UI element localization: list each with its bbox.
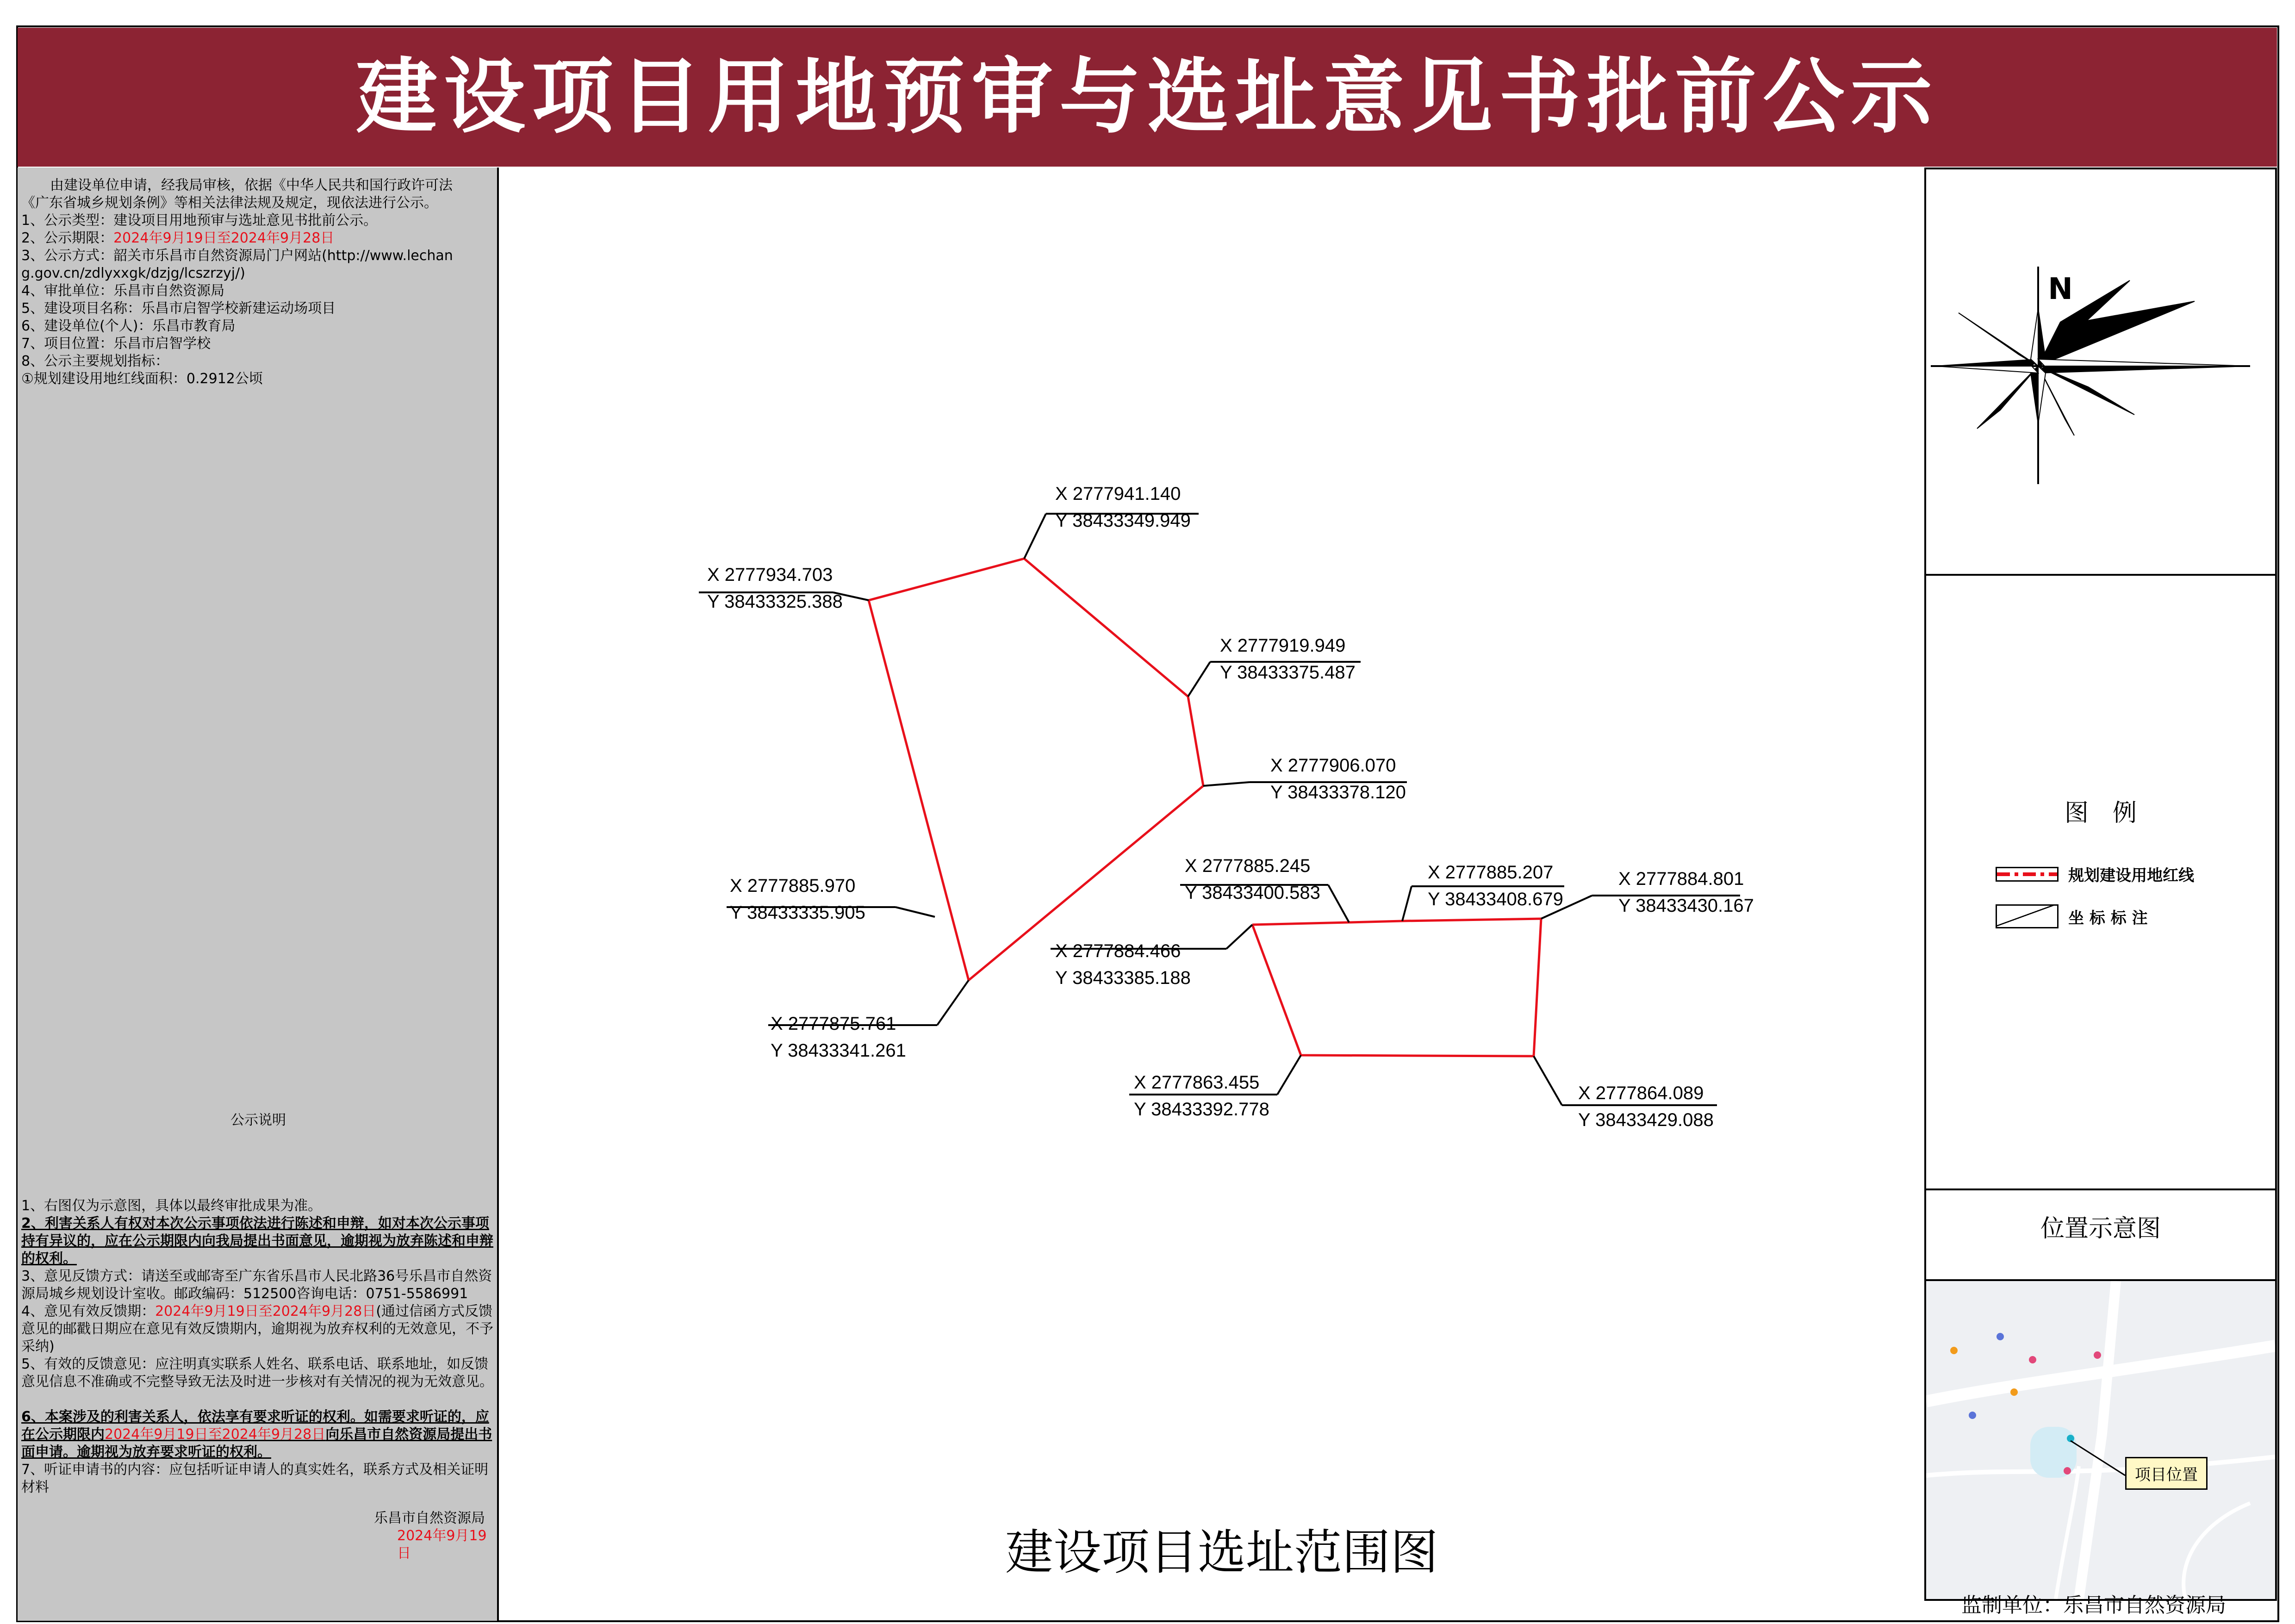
north-arrow-icon <box>1926 169 2275 574</box>
project-location-callout: 项目位置 <box>2125 1457 2208 1490</box>
legend-item-boundary: 规划建设用地红线 <box>1996 863 2194 886</box>
page-title: 建设项目用地预审与选址意见书批前公示 <box>18 28 2277 167</box>
coord-x-5: X 2777885.970 <box>730 876 856 896</box>
boundary-parcel-b <box>1252 919 1541 1056</box>
item-6: 6、建设单位(个人)：乐昌市教育局 <box>21 318 236 334</box>
red-dash-line-icon <box>1996 867 2059 882</box>
coord-y-12: Y 38433429.088 <box>1578 1110 1714 1130</box>
coord-x-3: X 2777919.949 <box>1220 635 1346 656</box>
coord-y-4: Y 38433378.120 <box>1270 782 1406 803</box>
coord-y-1: Y 38433349.949 <box>1055 510 1191 531</box>
coord-x-9: X 2777884.801 <box>1618 869 1744 889</box>
coord-y-3: Y 38433375.487 <box>1220 662 1356 683</box>
coord-x-8: X 2777885.207 <box>1428 862 1554 883</box>
location-map-drawing <box>1926 1281 2275 1599</box>
coord-y-10: Y 38433385.188 <box>1055 968 1191 988</box>
item-3: 3、公示方式：韶关市乐昌市自然资源局门户网站(http://www.lechan <box>21 248 453 264</box>
coordinate-label-icon <box>1996 904 2059 928</box>
location-title-box <box>1924 1188 2277 1281</box>
item-7: 7、项目位置：乐昌市启智学校 <box>21 336 211 352</box>
item-5: 5、建设项目名称：乐昌市启智学校新建运动场项目 <box>21 300 336 317</box>
note-4: 4、意见有效反馈期：2024年9月19日至2024年9月28日(通过信函方式反馈意见的邮戳日期应在意见有效反馈期内，逾期视为放弃权利的无效意见，不予采纳) <box>21 1303 493 1355</box>
north-label: N <box>2048 272 2073 306</box>
coord-y-7: Y 38433400.583 <box>1185 883 1320 903</box>
note-2: 2、利害关系人有权对本次公示事项依法进行陈述和申辩，如对本次公示事项持有异议的，应在公示期限内向我局提出书面意见，逾期视为放弃陈述和申辩的权利。 <box>21 1215 493 1267</box>
notes-title: 公示说明 <box>230 1112 286 1128</box>
coordinate-labels <box>707 484 1754 1130</box>
note-7: 7、听证申请书的内容：应包括听证申请人的真实姓名，联系方式及相关证明材料 <box>21 1462 489 1495</box>
legend-item-coordinate: 坐 标 标 注 <box>1996 904 2148 927</box>
item-8-1: ①规划建设用地红线面积：0.2912公顷 <box>21 371 263 387</box>
location-title: 位置示意图 <box>2040 1215 2161 1243</box>
item-8: 8、公示主要规划指标： <box>21 353 169 369</box>
signature-date: 2024年9月19日 <box>397 1528 487 1562</box>
coord-x-7: X 2777885.245 <box>1185 856 1311 876</box>
note-6: 6、本案涉及的利害关系人，依法享有要求听证的权利。如需要求听证的，应在公示期限内2024年9月19日至2024年9月28日向乐昌市自然资源局提出书面申请。逾期视为放弃要求听证的权利。 <box>21 1409 492 1460</box>
legend-title: 图 例 <box>2064 799 2137 827</box>
north-arrow-box <box>1924 168 2277 576</box>
note-1: 1、右图仅为示意图，具体以最终审批成果为准。 <box>21 1198 322 1214</box>
map-caption: 建设项目选址范围图 <box>1005 1524 1439 1580</box>
legend-box <box>1924 574 2277 1190</box>
item-2: 2、公示期限：2024年9月19日至2024年9月28日 <box>21 230 335 246</box>
coord-y-5: Y 38433335.905 <box>730 902 865 923</box>
note-5: 5、有效的反馈意见：应注明真实联系人姓名、联系电话、联系地址，如反馈意见信息不准确或不完整导致无法及时进一步核对有关情况的视为无效意见。 <box>21 1356 493 1390</box>
coord-x-4: X 2777906.070 <box>1270 755 1396 776</box>
coord-x-6: X 2777875.761 <box>771 1014 896 1034</box>
boundary-red-lines <box>869 559 1541 1056</box>
note-3: 3、意见反馈方式：请送至或邮寄至广东省乐昌市人民北路36号乐昌市自然资源局城乡规划设计室收。邮政编码：512500咨询电话：0751-5586991 <box>21 1268 492 1302</box>
intro-line-1: 由建设单位申请，经我局审核，依据《中华人民共和国行政许可法 <box>50 177 453 193</box>
location-map <box>1924 1279 2277 1601</box>
coord-x-10: X 2777884.466 <box>1055 941 1181 961</box>
coord-x-11: X 2777863.455 <box>1134 1072 1260 1093</box>
coord-x-1: X 2777941.140 <box>1055 484 1181 504</box>
coord-x-12: X 2777864.089 <box>1578 1083 1704 1103</box>
coord-y-2: Y 38433325.388 <box>707 591 843 612</box>
coord-y-9: Y 38433430.167 <box>1618 896 1754 916</box>
signature-org: 乐昌市自然资源局 <box>374 1510 485 1526</box>
right-panel <box>1924 168 2277 1621</box>
coord-y-6: Y 38433341.261 <box>771 1040 906 1061</box>
item-3-cont: g.gov.cn/zdlyxxgk/dzjg/lcszrzyj/) <box>21 265 245 281</box>
coord-y-8: Y 38433408.679 <box>1428 889 1563 909</box>
intro-line-2: 《广东省城乡规划条例》等相关法律法规及规定，现依法进行公示。 <box>21 195 438 211</box>
item-4: 4、审批单位：乐昌市自然资源局 <box>21 283 225 299</box>
boundary-parcel-a <box>869 559 1203 980</box>
coord-y-11: Y 38433392.778 <box>1134 1099 1269 1120</box>
supervisor-label: 监制单位：乐昌市自然资源局 <box>1961 1593 2226 1617</box>
coord-x-2: X 2777934.703 <box>707 565 833 585</box>
item-1: 1、公示类型：建设项目用地预审与选址意见书批前公示。 <box>21 212 378 229</box>
